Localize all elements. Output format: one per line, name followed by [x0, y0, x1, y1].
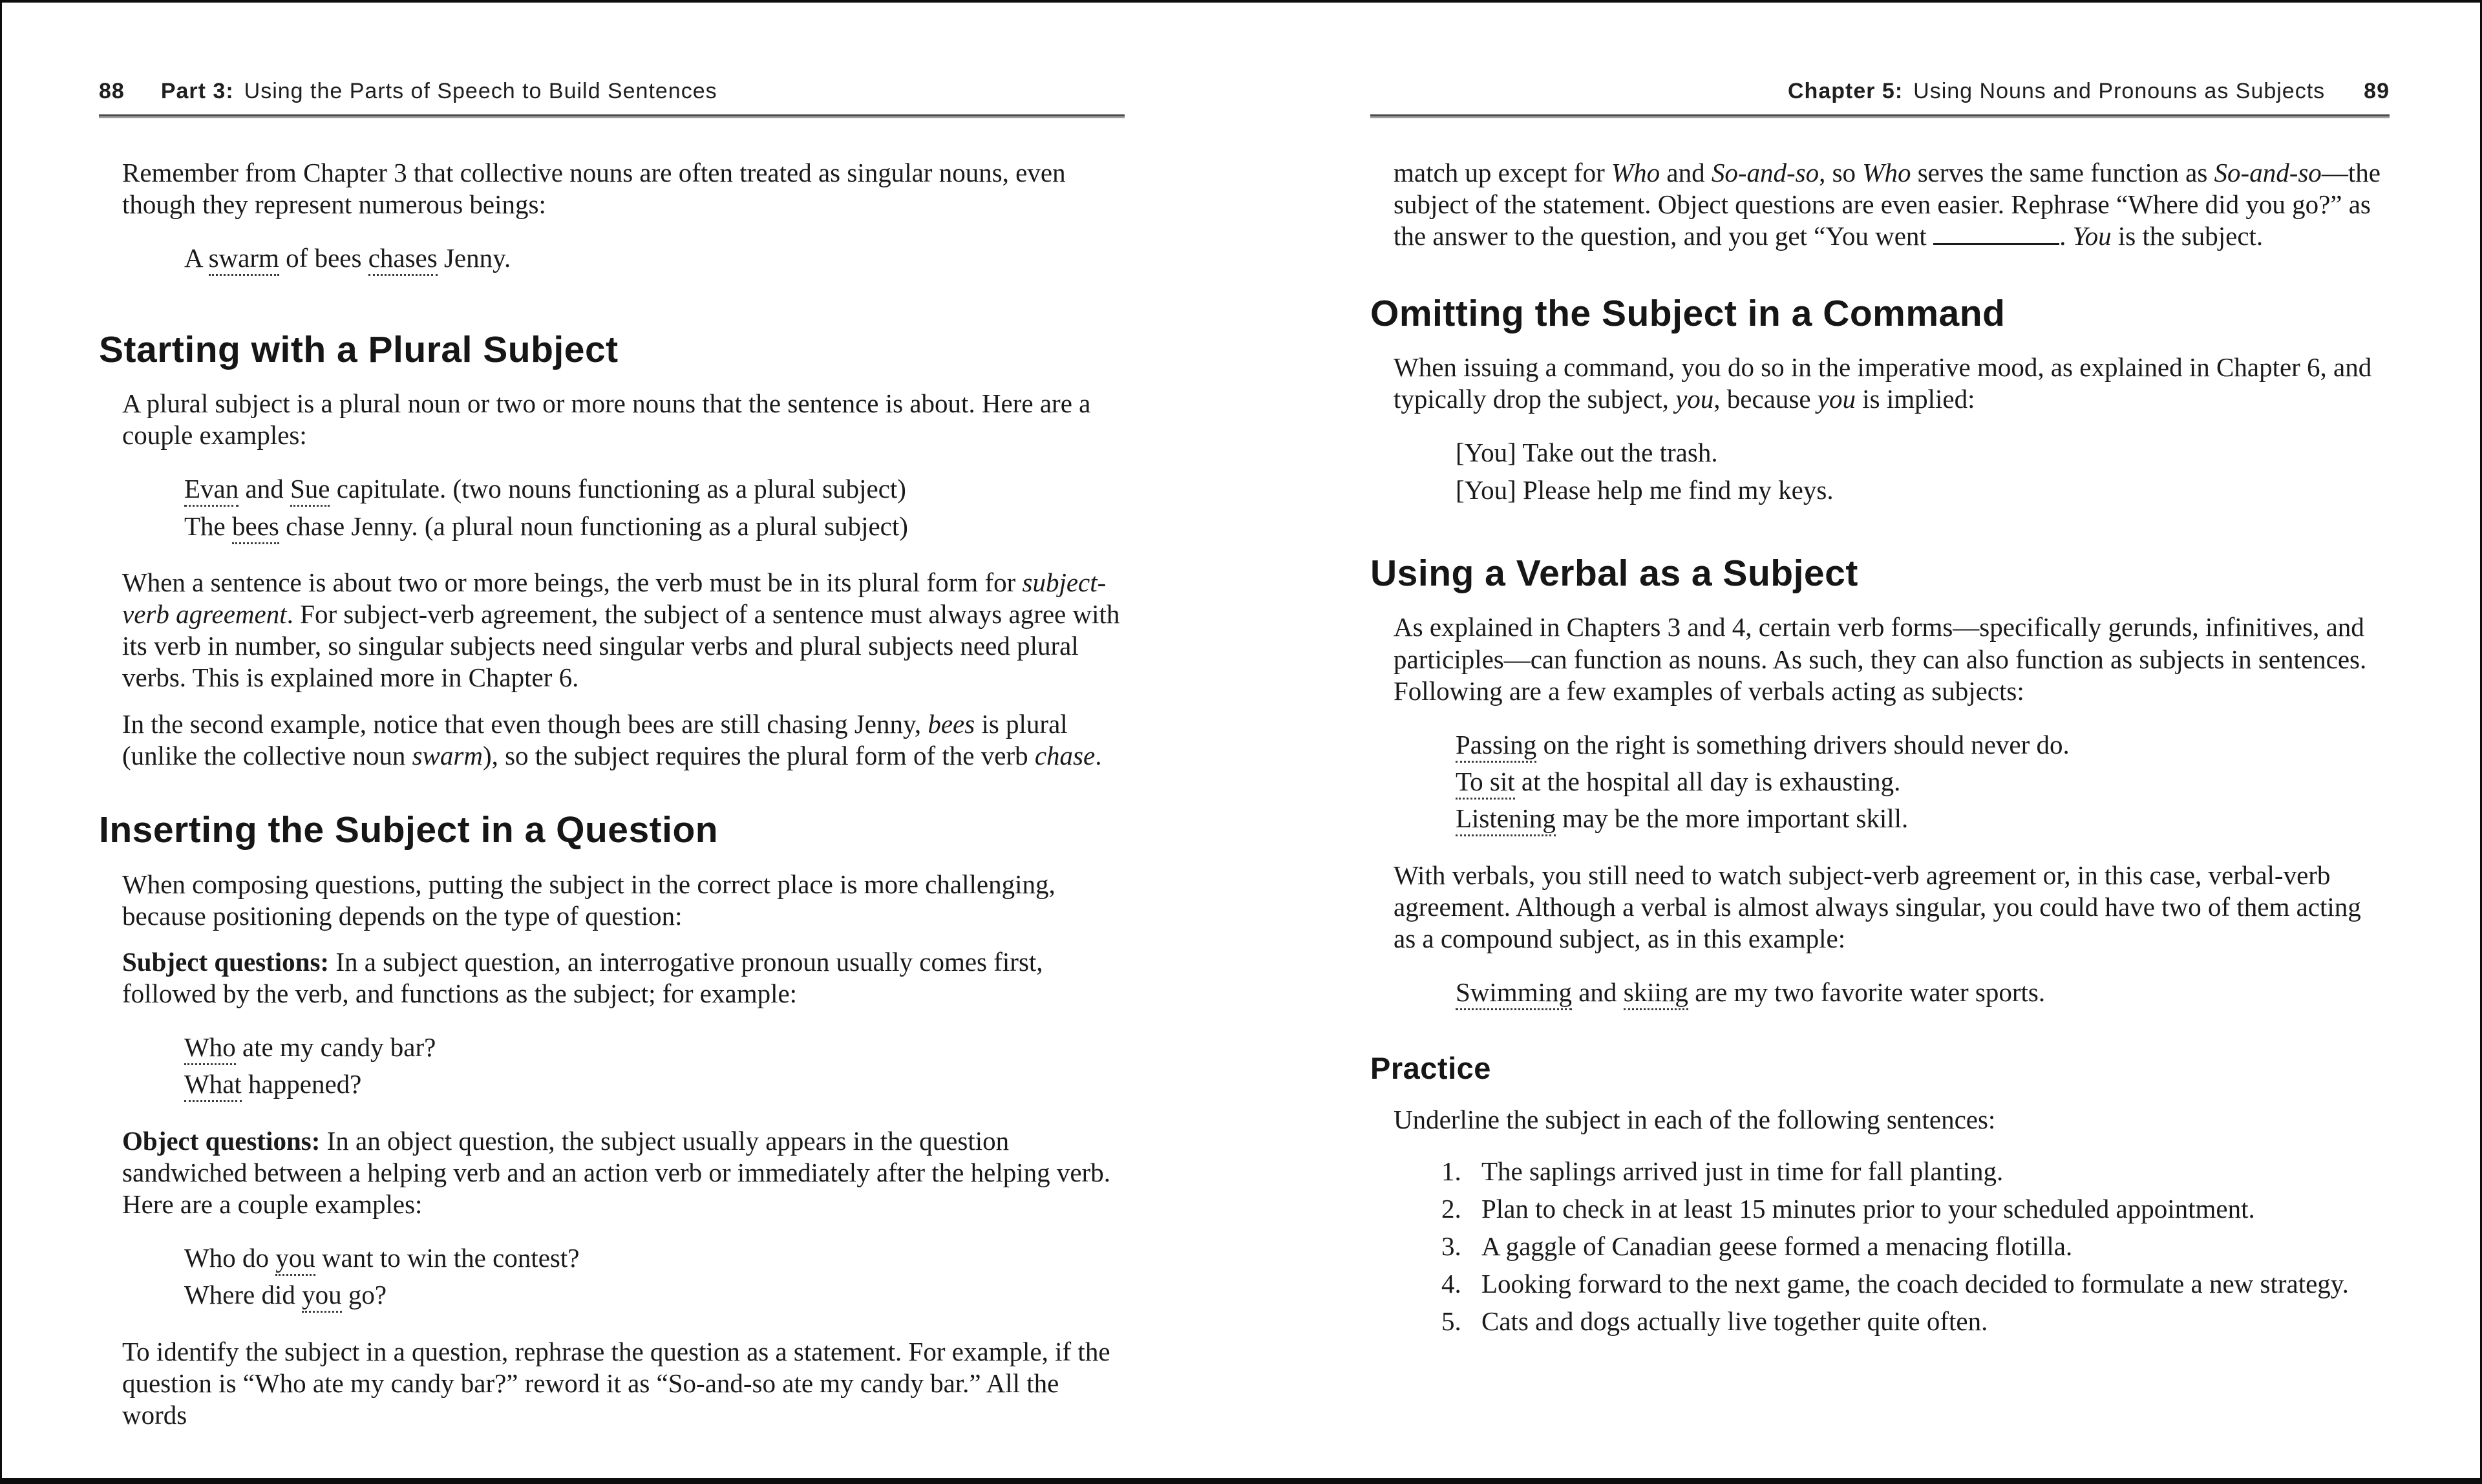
list-item [1441, 1156, 2390, 1187]
list-item [1441, 1231, 2390, 1262]
paragraph-practice-instructions: Underline the subject in each of the following sentences: [1394, 1105, 1996, 1135]
list-item [1441, 1268, 2390, 1300]
paragraph-collective-nouns: Remember from Chapter 3 that collective nouns are often treated as singular nouns, even though they represent numerous beings: [122, 158, 1066, 220]
section-heading-plural-subject: Starting with a Plural Subject [99, 328, 619, 370]
example-win-contest: Who do you want to win the contest? [184, 1242, 1125, 1274]
example-bees-chase: The bees chase Jenny. (a plural noun functioning as a plural subject) [184, 511, 1125, 542]
list-item-number: 4. [1441, 1269, 1461, 1299]
section-heading-question: Inserting the Subject in a Question [99, 809, 719, 851]
list-item-text: Plan to check in at least 15 minutes prior to your scheduled appointment. [1481, 1193, 2255, 1224]
example-where-did-you-go: Where did you go? [184, 1279, 1125, 1311]
part-label: Part 3: [160, 79, 234, 103]
example-swarm: A swarm of bees chases Jenny. [184, 242, 1125, 274]
paragraph-agreement: When a sentence is about two or more beings, the verb must be in its plural form for subject-verb agreement. For subject-verb agreement, the subject of a sentence must always agree with its verb in number, so singular subjects need singular verbs and plural subjects need plural verbs. This is explained more in Chapter 6. [122, 567, 1120, 693]
list-item-text: A gaggle of Canadian geese formed a menacing flotilla. [1481, 1231, 2073, 1261]
header-rule-left [99, 114, 1125, 118]
left-page [2, 3, 1241, 1478]
part-title: Using the Parts of Speech to Build Sentences [244, 79, 717, 103]
example-listening: Listening may be the more important skill. [1456, 803, 2390, 834]
example-evan-sue: Evan and Sue capitulate. (two nouns functioning as a plural subject) [184, 473, 1125, 505]
paragraph-plural-subject: A plural subject is a plural noun or two or more nouns that the sentence is about. Here are a couple examples: [122, 388, 1091, 450]
section-heading-verbal: Using a Verbal as a Subject [1370, 552, 1858, 594]
page-number-left: 88 [99, 79, 125, 103]
example-take-out-trash: [You] Take out the trash. [1456, 438, 1718, 468]
paragraph-object-questions: Object questions: In an object question, the subject usually appears in the question sandwiched between a helping verb and an action verb or immediately after the helping verb. Here are a couple examples: [122, 1125, 1110, 1220]
chapter-title: Using Nouns and Pronouns as Subjects [1913, 79, 2326, 103]
list-item-number: 5. [1441, 1306, 1461, 1337]
paragraph-verbal-agreement: With verbals, you still need to watch subject-verb agreement or, in this case, verbal-verb agreement. Although a verbal is almost always singular, you could have two of them acting as a compound subject, as in this example: [1394, 860, 2361, 953]
paragraph-subject-questions: Subject questions: In a subject question, an interrogative pronoun usually comes first, followed by the verb, and functions as the subject; for example: [122, 946, 1043, 1009]
example-passing: Passing on the right is something drivers should never do. [1456, 729, 2390, 761]
paragraph-match-up: match up except for Who and So-and-so, so Who serves the same function as So-and-so—the subject of the statement. Object questions are even easier. Rephrase “Where did you go?” as the answer to the question, and you get “You went . You is the subject. [1394, 158, 2381, 251]
practice-list [1441, 1156, 2390, 1338]
left-page-header [99, 79, 1125, 104]
right-page-header [1370, 79, 2390, 104]
list-item-number: 3. [1441, 1231, 1461, 1261]
paragraph-second-example: In the second example, notice that even though bees are still chasing Jenny, bees is plural (unlike the collective noun swarm), so the subject requires the plural form of the verb chase. [122, 708, 1102, 770]
page-number-right: 89 [2364, 79, 2390, 103]
section-heading-command: Omitting the Subject in a Command [1370, 292, 2006, 334]
header-rule-right [1370, 114, 2390, 118]
example-what-happened: What happened? [184, 1068, 1125, 1100]
list-item [1441, 1306, 2390, 1337]
right-page-content [1370, 157, 2390, 1337]
list-item-number: 2. [1441, 1193, 1461, 1224]
example-to-sit: To sit at the hospital all day is exhausting. [1456, 766, 2390, 798]
example-swimming-skiing: Swimming and skiing are my two favorite water sports. [1456, 977, 2390, 1008]
section-heading-practice: Practice [1370, 1051, 1491, 1086]
paragraph-imperative: When issuing a command, you do so in the imperative mood, as explained in Chapter 6, and typically drop the subject, you, because you is implied: [1394, 352, 2372, 414]
list-item [1441, 1193, 2390, 1225]
list-item-number: 1. [1441, 1156, 1461, 1186]
paragraph-verbals: As explained in Chapters 3 and 4, certain verb forms—specifically gerunds, infinitives, and participles—can function as nouns. As such, they can also function as subjects in sentences. Following are a few examples of verbals acting as subjects: [1394, 612, 2367, 706]
list-item-text: Cats and dogs actually live together quite often. [1481, 1306, 1988, 1337]
paragraph-composing-questions: When composing questions, putting the subject in the correct place is more challenging, because positioning depends on the type of question: [122, 869, 1055, 931]
paragraph-identify-subject: To identify the subject in a question, rephrase the question as a statement. For example, if the question is “Who ate my candy bar?” reword it as “So-and-so ate my candy bar.” All the words [122, 1336, 1110, 1430]
chapter-label: Chapter 5: [1788, 79, 1904, 103]
list-item-text: Looking forward to the next game, the coach decided to formulate a new strategy. [1481, 1269, 2349, 1299]
example-find-keys: [You] Please help me find my keys. [1456, 474, 1834, 505]
right-page [1241, 3, 2480, 1478]
left-page-content [99, 157, 1125, 1431]
page-spread [2, 3, 2480, 1478]
list-item-text: The saplings arrived just in time for fall planting. [1481, 1156, 2004, 1186]
example-who-ate: Who ate my candy bar? [184, 1032, 1125, 1063]
